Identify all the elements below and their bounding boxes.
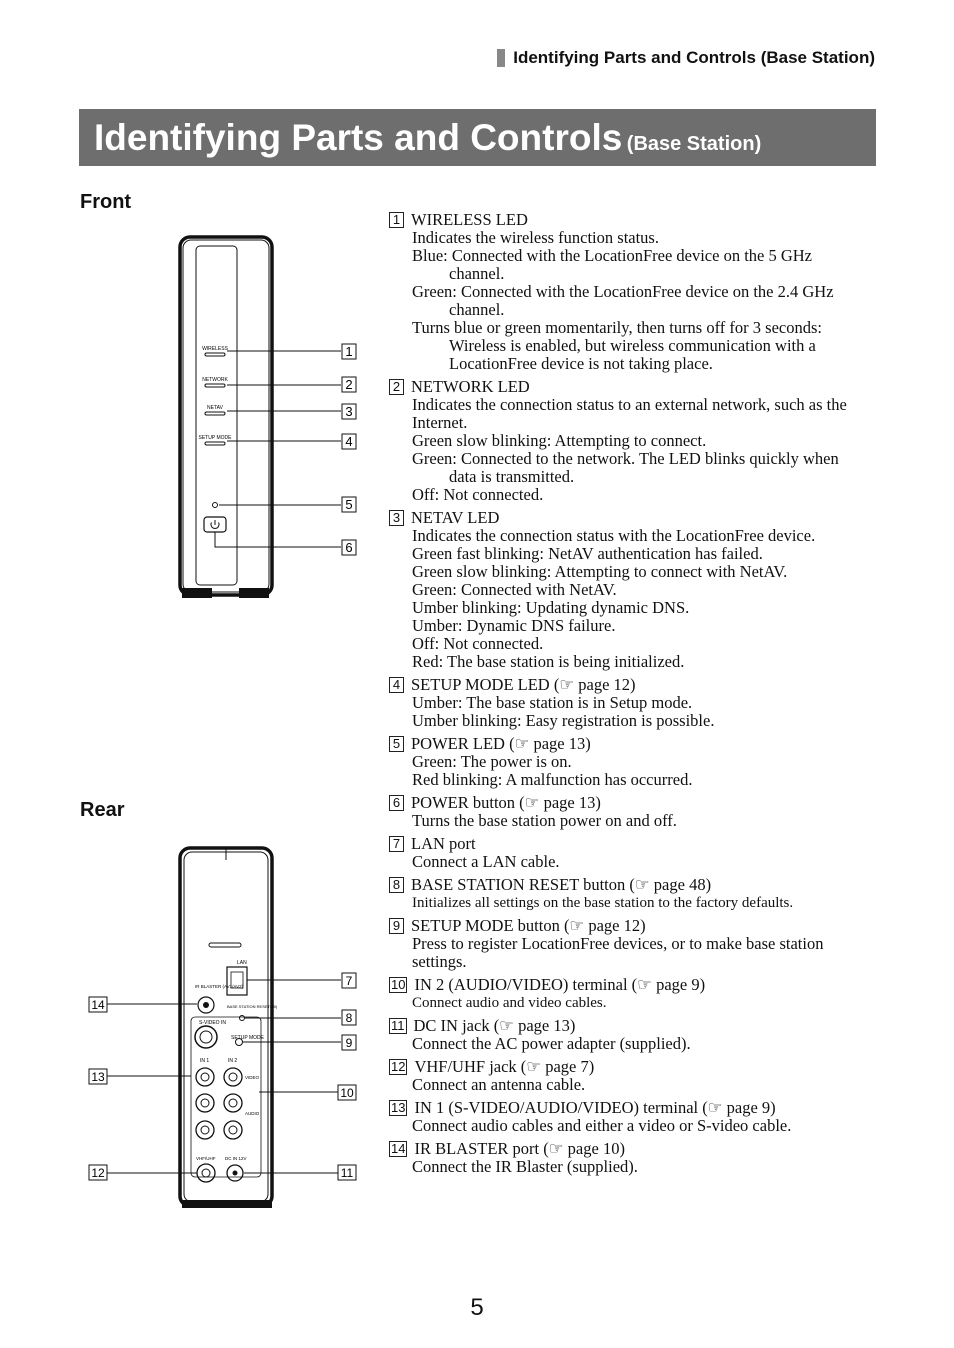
item-description-line: Green slow blinking: Attempting to connect with NetAV. [412, 562, 788, 581]
item-title: NETAV LED [411, 508, 500, 527]
svg-text:2: 2 [345, 377, 353, 392]
item-title: POWER LED (☞ page 13) [411, 734, 591, 753]
item-number-badge: 14 [391, 1141, 406, 1156]
item-title: DC IN jack (☞ page 13) [413, 1016, 576, 1035]
s-video-label: S-VIDEO IN [199, 1020, 226, 1026]
item-description-line: Wireless is enabled, but wireless communication with a [449, 336, 816, 355]
parts-item [389, 211, 879, 373]
item-description-line: Initializes all settings on the base station to the factory defaults. [412, 895, 794, 911]
item-title: VHF/UHF jack (☞ page 7) [414, 1057, 595, 1076]
item-description-line: Connect a LAN cable. [412, 852, 560, 871]
item-description-line: Umber blinking: Easy registration is possible. [412, 711, 715, 730]
svg-text:7: 7 [345, 974, 353, 988]
callout-2 [342, 377, 356, 392]
in1-label: IN 1 [200, 1058, 210, 1064]
item-description-line: Internet. [412, 413, 468, 432]
svg-text:14: 14 [91, 998, 105, 1012]
rear-figure [79, 840, 369, 1215]
item-description-line: channel. [449, 264, 505, 283]
parts-item [389, 835, 879, 871]
dc-in-label: DC IN 12V [225, 1156, 247, 1161]
video-label: VIDEO [245, 1075, 260, 1080]
item-title: SETUP MODE button (☞ page 12) [411, 916, 646, 935]
item-title: SETUP MODE LED (☞ page 12) [411, 675, 636, 694]
item-description-line: Red: The base station is being initialized. [412, 652, 685, 671]
item-description-line: Umber: The base station is in Setup mode. [412, 693, 693, 712]
callout-7 [342, 973, 356, 988]
item-title: NETWORK LED [411, 377, 530, 396]
reset-label: BASE STATION RESET(48) [227, 1004, 278, 1009]
item-title: IR BLASTER port (☞ page 10) [414, 1139, 625, 1158]
callout-11 [338, 1165, 356, 1180]
svg-text:6: 6 [345, 540, 353, 555]
parts-item [389, 509, 879, 671]
setup-mode-led-label: SETUP MODE [198, 435, 232, 441]
item-description-line: Indicates the wireless function status. [412, 228, 659, 247]
item-description-line: LocationFree device is not taking place. [449, 354, 713, 373]
item-number-badge: 5 [389, 736, 404, 752]
setup-mode-rear-label: SETUP MODE [231, 1035, 264, 1041]
item-number-badge: 12 [391, 1059, 406, 1074]
audio-label: AUDIO [245, 1111, 260, 1116]
callout-3 [342, 404, 356, 419]
item-title: BASE STATION RESET button (☞ page 48) [411, 875, 712, 894]
item-description-line: channel. [449, 300, 505, 319]
front-heading: Front [80, 191, 132, 213]
item-description-line: Connect audio and video cables. [412, 995, 607, 1011]
title-banner [79, 109, 876, 166]
item-number-badge: 3 [389, 510, 404, 526]
callout-12 [89, 1165, 107, 1180]
running-title: Identifying Parts and Controls (Base Station) [513, 48, 875, 67]
item-description-line: Turns the base station power on and off. [412, 811, 677, 830]
item-description-line: Green slow blinking: Attempting to connect. [412, 431, 707, 450]
item-title: POWER button (☞ page 13) [411, 793, 601, 812]
parts-item [389, 876, 879, 912]
item-description-line: Indicates the connection status with the LocationFree device. [412, 526, 816, 545]
item-description-line: Green: The power is on. [412, 752, 572, 771]
item-number-badge: 9 [389, 918, 404, 934]
header-marker [497, 49, 505, 67]
svg-text:3: 3 [345, 404, 353, 419]
item-description-line: Connect audio cables and either a video or S-video cable. [412, 1116, 792, 1135]
parts-item [389, 917, 879, 971]
parts-item [389, 378, 879, 504]
parts-list [389, 211, 879, 1181]
item-number-badge: 13 [391, 1100, 406, 1115]
callout-5 [342, 497, 356, 512]
svg-text:10: 10 [340, 1086, 354, 1100]
page-title: Identifying Parts and Controls [94, 117, 623, 158]
svg-text:5: 5 [345, 497, 353, 512]
lan-label: LAN [237, 960, 247, 966]
callout-1 [342, 344, 356, 359]
svg-text:12: 12 [91, 1166, 105, 1180]
item-title: WIRELESS LED [411, 210, 528, 229]
item-description-line: Green: Connected with NetAV. [412, 580, 617, 599]
item-description-line: Red blinking: A malfunction has occurred. [412, 770, 693, 789]
rear-device-body [180, 848, 272, 1208]
item-description-line: Off: Not connected. [412, 634, 544, 653]
item-description-line: settings. [412, 952, 467, 971]
front-callouts [342, 344, 356, 555]
parts-item [389, 1099, 879, 1135]
parts-item [389, 735, 879, 789]
parts-item [389, 976, 879, 1012]
parts-item [389, 1058, 879, 1094]
callout-4 [342, 434, 356, 449]
item-number-badge: 1 [389, 212, 404, 228]
parts-item [389, 1140, 879, 1176]
in2-label: IN 2 [228, 1058, 238, 1064]
svg-text:8: 8 [345, 1011, 353, 1025]
item-number-badge: 8 [389, 877, 404, 893]
network-led-label: NETWORK [202, 377, 228, 383]
parts-item [389, 794, 879, 830]
item-description-line: Umber blinking: Updating dynamic DNS. [412, 598, 690, 617]
item-title: LAN port [411, 834, 476, 853]
svg-text:11: 11 [340, 1166, 354, 1180]
front-device-body [180, 237, 272, 598]
item-description-line: Connect the AC power adapter (supplied). [412, 1034, 691, 1053]
item-number-badge: 10 [391, 977, 406, 992]
callout-14 [89, 997, 107, 1012]
item-description-line: Off: Not connected. [412, 485, 544, 504]
vhf-uhf-label: VHF/UHF [196, 1156, 216, 1161]
svg-text:1: 1 [345, 344, 353, 359]
rear-heading: Rear [80, 799, 125, 821]
item-description-line: Green fast blinking: NetAV authentication has failed. [412, 544, 763, 563]
item-title: IN 2 (AUDIO/VIDEO) terminal (☞ page 9) [414, 975, 706, 994]
callout-9 [342, 1035, 356, 1050]
item-number-badge: 4 [389, 677, 404, 693]
svg-text:4: 4 [345, 434, 353, 449]
item-description-line: data is transmitted. [449, 467, 575, 486]
svg-text:9: 9 [345, 1036, 353, 1050]
callout-13 [89, 1069, 107, 1084]
item-description-line: Umber: Dynamic DNS failure. [412, 616, 616, 635]
wireless-led-label: WIRELESS [202, 346, 228, 352]
parts-item [389, 1017, 879, 1053]
ir-blaster-label: IR BLASTER (AV1/AV2) [195, 984, 244, 989]
item-description-line: Green: Connected with the LocationFree device on the 2.4 GHz [412, 282, 834, 301]
item-description-line: Indicates the connection status to an external network, such as the [412, 395, 847, 414]
callout-8 [342, 1010, 356, 1025]
running-header [497, 48, 875, 68]
item-description-line: Press to register LocationFree devices, or to make base station [412, 934, 824, 953]
item-number-badge: 11 [391, 1018, 405, 1033]
parts-item [389, 676, 879, 730]
svg-text:13: 13 [91, 1070, 105, 1084]
item-description-line: Connect the IR Blaster (supplied). [412, 1157, 638, 1176]
item-description-line: Connect an antenna cable. [412, 1075, 586, 1094]
page-subtitle: (Base Station) [626, 133, 762, 155]
item-number-badge: 6 [389, 795, 404, 811]
item-title: IN 1 (S-VIDEO/AUDIO/VIDEO) terminal (☞ page 9) [414, 1098, 776, 1117]
item-description-line: Green: Connected to the network. The LED blinks quickly when [412, 449, 839, 468]
item-description-line: Blue: Connected with the LocationFree device on the 5 GHz [412, 246, 813, 265]
item-description-line: Turns blue or green momentarily, then turns off for 3 seconds: [412, 318, 822, 337]
front-figure [79, 230, 369, 610]
item-number-badge: 2 [389, 379, 404, 395]
page-number: 5 [470, 1294, 484, 1321]
callout-10 [338, 1085, 356, 1100]
item-number-badge: 7 [389, 836, 404, 852]
netav-led-label: NETAV [207, 405, 223, 411]
callout-6 [342, 540, 356, 555]
